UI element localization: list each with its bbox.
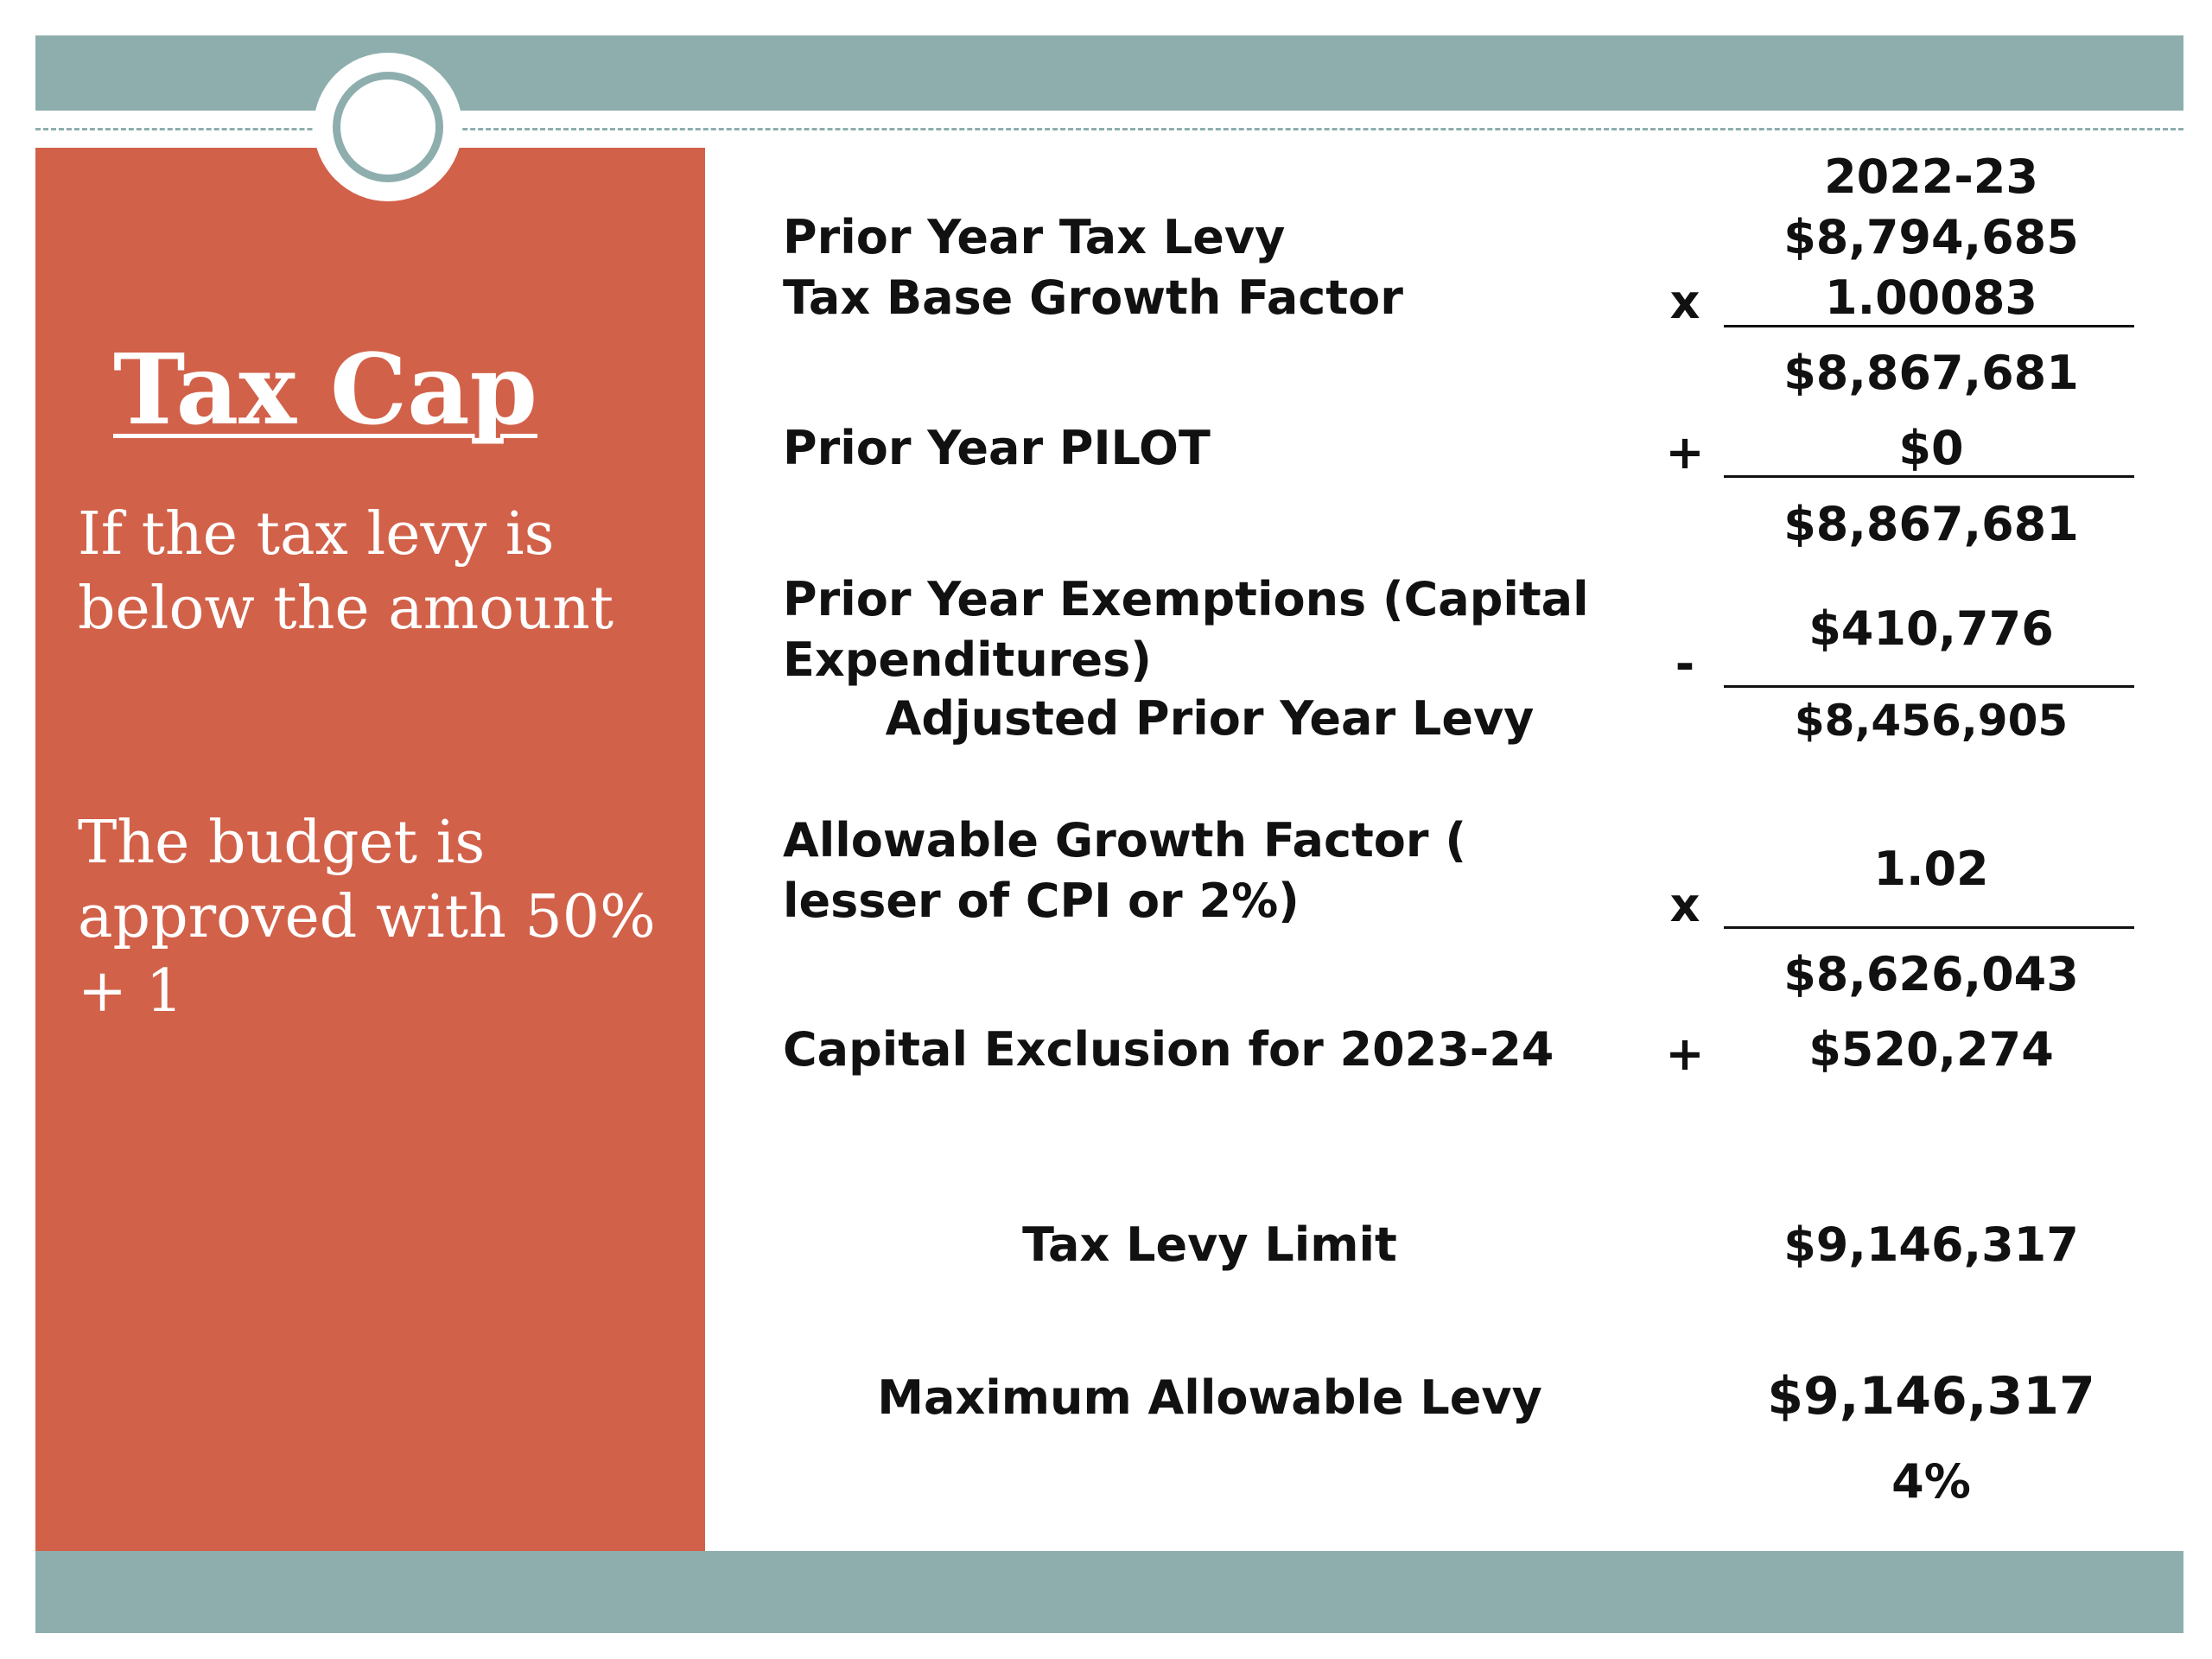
row-value-adjusted-prior-year-levy: $8,456,905 — [1794, 696, 2069, 746]
row-label-maximum-allowable-levy: Maximum Allowable Levy — [877, 1370, 1542, 1425]
row-value-tax-base-growth-factor: 1.00083 — [1825, 270, 2037, 325]
row-operator-plus: + — [1665, 1027, 1705, 1081]
row-value-subtotal-3: $8,626,043 — [1783, 947, 2079, 1001]
row-value-prior-year-tax-levy: $8,794,685 — [1783, 210, 2079, 264]
subtotal-rule — [1724, 475, 2134, 478]
subtotal-rule — [1724, 926, 2134, 929]
subtotal-rule — [1724, 325, 2134, 327]
row-label-allowable-growth-factor: Allowable Growth Factor ( lesser of CPI or 2%) — [783, 813, 1467, 928]
increase-percent: 4% — [1891, 1454, 1971, 1509]
side-text-approval: The budget is approved with 50% + 1 — [78, 809, 656, 1026]
row-value-prior-year-pilot: $0 — [1898, 421, 1964, 475]
row-value-subtotal-2: $8,867,681 — [1783, 497, 2079, 551]
year-header: 2022-23 — [1824, 149, 2038, 204]
side-text-levy-condition: If the tax levy is below the amount — [78, 500, 614, 643]
row-label-prior-year-exemptions: Prior Year Exemptions (Capital Expenditures) — [783, 572, 1589, 687]
slide-title: Tax Cap — [113, 334, 537, 447]
row-value-maximum-allowable-levy: $9,146,317 — [1767, 1366, 2095, 1427]
row-label-adjusted-prior-year-levy: Adjusted Prior Year Levy — [885, 691, 1535, 746]
row-operator-multiply: x — [1669, 275, 1700, 329]
row-value-subtotal-1: $8,867,681 — [1783, 346, 2079, 400]
row-label-prior-year-tax-levy: Prior Year Tax Levy — [783, 210, 1286, 264]
row-label-tax-levy-limit: Tax Levy Limit — [1022, 1217, 1397, 1272]
row-value-prior-year-exemptions: $410,776 — [1808, 601, 2054, 656]
row-operator-plus: + — [1665, 425, 1705, 480]
row-label-tax-base-growth-factor: Tax Base Growth Factor — [783, 270, 1403, 325]
row-label-capital-exclusion: Capital Exclusion for 2023-24 — [783, 1022, 1554, 1077]
row-label-prior-year-pilot: Prior Year PILOT — [783, 421, 1211, 475]
row-operator-multiply: x — [1669, 878, 1700, 932]
row-operator-minus: - — [1675, 637, 1695, 691]
subtotal-rule — [1724, 685, 2134, 688]
row-value-allowable-growth-factor: 1.02 — [1873, 842, 1989, 896]
row-value-capital-exclusion: $520,274 — [1808, 1022, 2054, 1077]
ring-ornament-center — [340, 79, 435, 175]
row-value-tax-levy-limit: $9,146,317 — [1783, 1217, 2079, 1272]
